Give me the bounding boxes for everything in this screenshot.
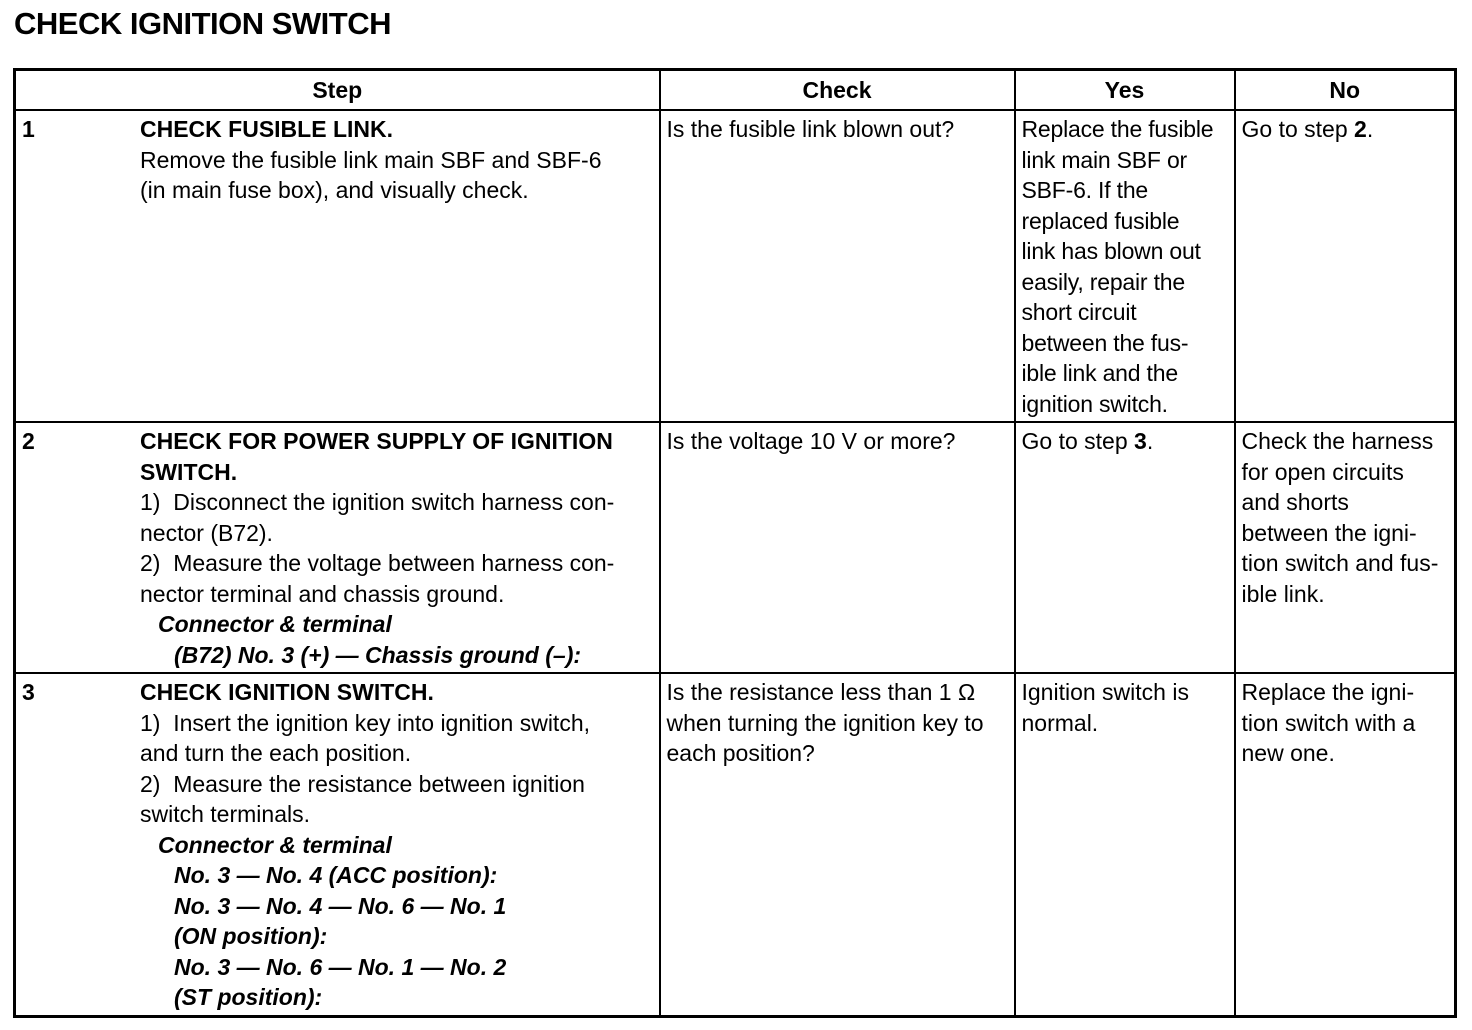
step-body: [140, 114, 653, 206]
no-line: new one.: [1241, 740, 1335, 766]
header-check: Check: [660, 70, 1015, 111]
yes-line: ignition switch.: [1021, 390, 1168, 417]
no-step-ref: 2: [1354, 116, 1367, 142]
header-no: No: [1235, 70, 1456, 111]
no-cell: [1235, 110, 1456, 422]
step-cell: [15, 110, 660, 422]
no-prefix: Go to step: [1241, 116, 1355, 142]
check-line: Is the resistance less than 1 Ω: [666, 679, 976, 705]
spec-line: No. 3 — No. 4 — No. 6 — No. 1: [174, 892, 507, 919]
yes-cell: [1015, 673, 1235, 1016]
step-cell: [15, 422, 660, 673]
no-suffix: .: [1366, 116, 1374, 142]
spec-line: (ST position):: [174, 984, 323, 1010]
spec-line: (ON position):: [174, 923, 328, 949]
step-line: and turn the each position.: [140, 740, 412, 766]
table-row: [15, 673, 1456, 1016]
step-body: [140, 677, 653, 1013]
step-body: [140, 426, 653, 670]
diagnostic-table: [13, 68, 1457, 1018]
check-line: each position?: [666, 740, 815, 766]
page-title: CHECK IGNITION SWITCH: [14, 6, 391, 41]
yes-line: SBF-6. If the: [1021, 177, 1149, 203]
step-cell: [15, 673, 660, 1016]
no-cell: [1235, 673, 1456, 1016]
no-line: Replace the igni-: [1241, 679, 1415, 705]
table-header-row: [15, 70, 1456, 111]
check-cell: Is the fusible link blown out?: [660, 110, 1015, 422]
yes-line: between the fus-: [1021, 329, 1189, 356]
step-line: (in main fuse box), and visually check.: [140, 177, 529, 203]
yes-prefix: Go to step: [1021, 428, 1135, 454]
step-title: CHECK FOR POWER SUPPLY OF IGNITION SWITCH.: [140, 428, 613, 485]
step-title: CHECK IGNITION SWITCH.: [140, 679, 434, 705]
yes-line: replaced fusible: [1021, 207, 1180, 234]
step-line: 2) Measure the resistance between ignition: [140, 770, 585, 797]
yes-step-ref: 3: [1134, 428, 1147, 454]
spec-line: No. 3 — No. 6 — No. 1 — No. 2: [174, 953, 507, 980]
step-number: 2: [22, 428, 35, 454]
no-line: for open circuits: [1241, 458, 1404, 485]
no-line: ible link.: [1241, 580, 1325, 607]
no-line: and shorts: [1241, 489, 1349, 515]
yes-line: link has blown out: [1021, 238, 1201, 264]
step-line: 1) Disconnect the ignition switch harness con-: [140, 489, 615, 515]
yes-line: Ignition switch is: [1021, 679, 1189, 705]
step-title: CHECK FUSIBLE LINK.: [140, 116, 393, 142]
table-row: [15, 422, 1456, 673]
yes-line: easily, repair the: [1021, 268, 1185, 295]
spec-line: No. 3 — No. 4 (ACC position):: [174, 862, 498, 888]
check-cell: [660, 673, 1015, 1016]
spec-heading: Connector & terminal: [158, 831, 392, 858]
yes-line: link main SBF or: [1021, 146, 1188, 173]
table-row: [15, 110, 1456, 422]
spec-heading: Connector & terminal: [158, 611, 392, 637]
yes-line: normal.: [1021, 709, 1099, 736]
step-line: 2) Measure the voltage between harness con-: [140, 550, 615, 576]
step-line: switch terminals.: [140, 801, 310, 827]
yes-line: ible link and the: [1021, 360, 1178, 386]
yes-suffix: .: [1146, 428, 1154, 454]
yes-line: short circuit: [1021, 299, 1137, 325]
check-cell: Is the voltage 10 V or more?: [660, 422, 1015, 673]
yes-cell: [1015, 422, 1235, 673]
no-cell: [1235, 422, 1456, 673]
step-line: nector terminal and chassis ground.: [140, 580, 505, 607]
no-line: Check the harness: [1241, 428, 1434, 454]
step-line: 1) Insert the ignition key into ignition switch,: [140, 709, 591, 736]
spec-line: (B72) No. 3 (+) — Chassis ground (–):: [174, 641, 582, 668]
step-line: Remove the fusible link main SBF and SBF-6: [140, 146, 602, 173]
yes-line: Replace the fusible: [1021, 116, 1214, 142]
check-line: when turning the ignition key to: [666, 709, 984, 736]
step-line: nector (B72).: [140, 519, 273, 546]
header-step: Step: [15, 70, 660, 111]
header-yes: Yes: [1015, 70, 1235, 111]
yes-cell: [1015, 110, 1235, 422]
no-line: between the igni-: [1241, 519, 1417, 546]
step-number: 3: [22, 679, 35, 705]
no-line: tion switch and fus-: [1241, 550, 1439, 576]
step-number: 1: [22, 116, 35, 142]
no-line: tion switch with a: [1241, 709, 1416, 736]
